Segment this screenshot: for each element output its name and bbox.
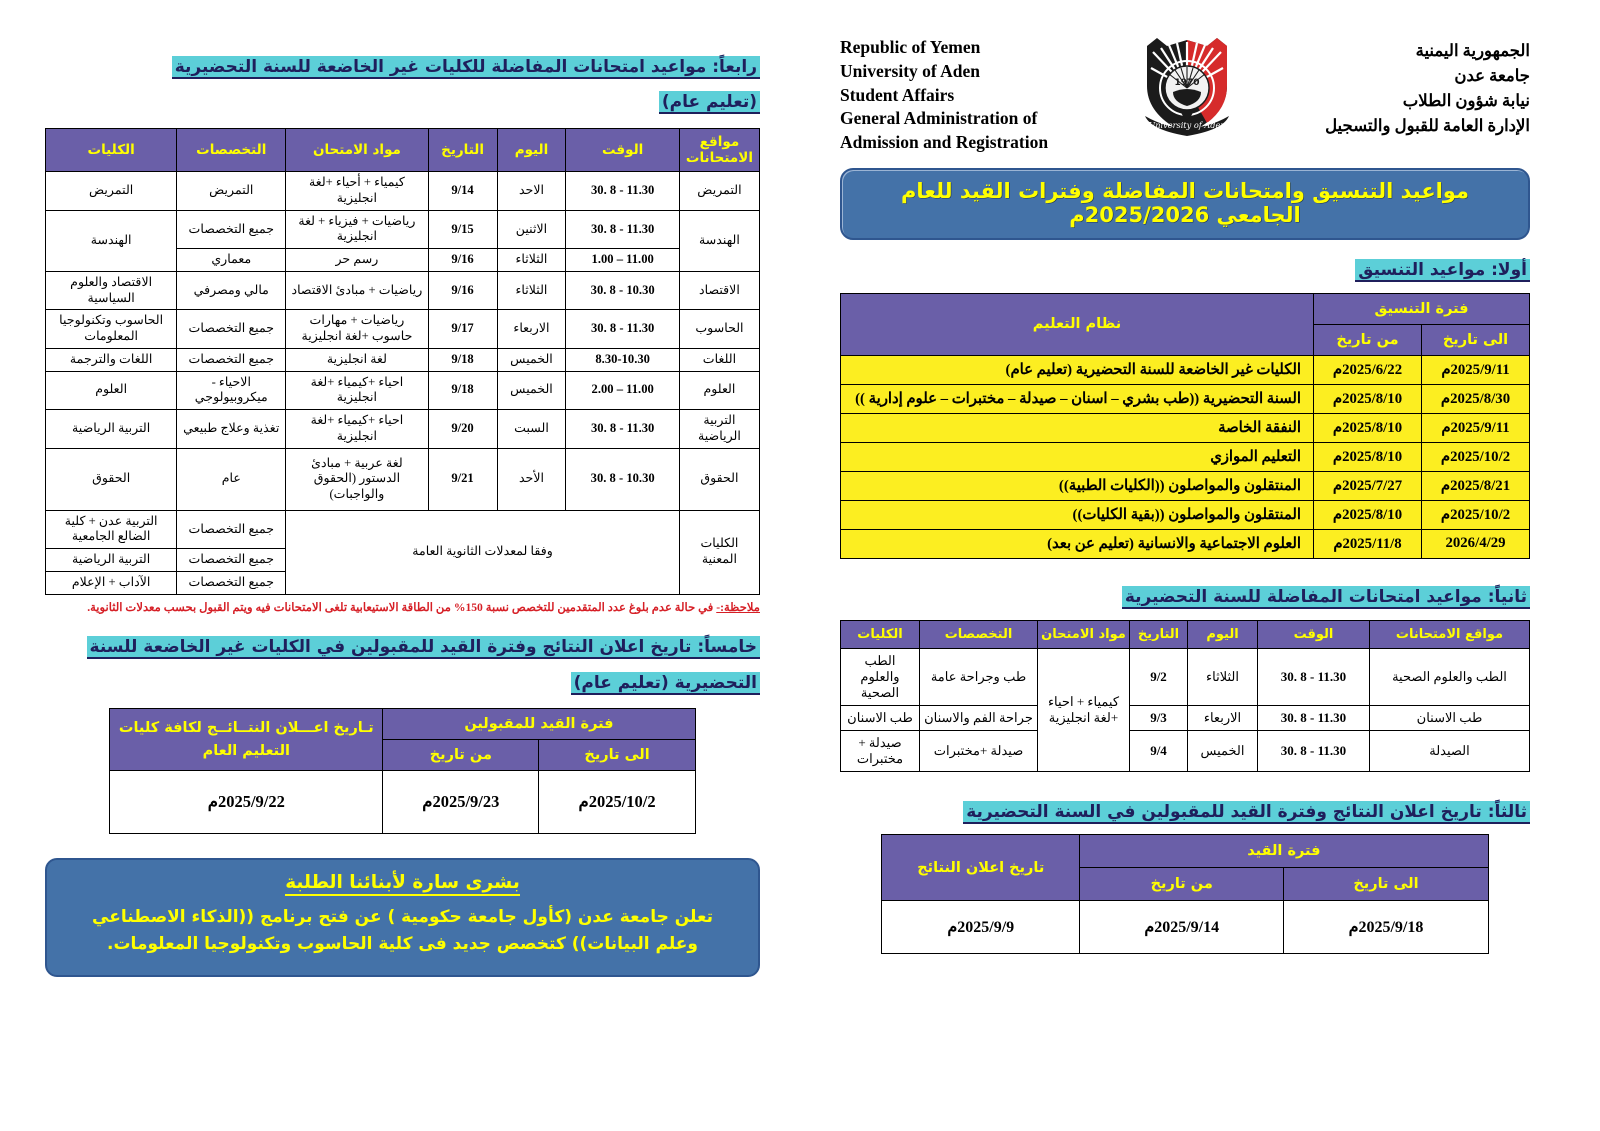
main-cell-college: التربية عدن + كلية الضالع الجامعية: [46, 510, 177, 548]
coord-cell-from: 2025/8/10م: [1314, 413, 1422, 442]
gen-res-header-to: الى تاريخ: [539, 739, 695, 770]
prep-cell-college: طب الاسنان: [841, 705, 920, 730]
coord-header-period: فترة التنسيق: [1314, 293, 1530, 324]
table-row: [841, 384, 1530, 413]
prep-header-day: اليوم: [1188, 620, 1258, 648]
capacity-note-text: في حالة عدم بلوغ عدد المتقدمين للتخصص نسبة 150% من الطاقة الاستيعابية تلغى الامتحانات فيه ويتم القبول بحسب معدلات الثانوية.: [87, 600, 717, 614]
announcement-line-1: تعلن جامعة عدن (كأول جامعة حكومية ) عن فتح برنامج ((الذكاء الاصطناعي: [92, 906, 713, 927]
section-heading-second: [840, 585, 1530, 611]
main-cell-subjects: رياضيات + مبادئ الاقتصاد: [286, 271, 428, 309]
main-cell-college: الاقتصاد والعلوم السياسية: [46, 271, 177, 309]
prep-cell-day: الاربعاء: [1188, 705, 1258, 730]
gen-res-header-results-line1: تـاريخ اعـــلان النتــائــج لكافة كليات: [118, 719, 374, 736]
logo-caption: University of Aden: [1147, 120, 1226, 130]
main-cell-time: 11.00 – 1.00: [566, 249, 679, 272]
table-row: [841, 442, 1530, 471]
main-cell-date: 9/20: [428, 410, 497, 448]
prep-exams-header-row: [841, 620, 1530, 648]
main-cell-day: الخميس: [497, 371, 566, 409]
gen-res-header-from: من تاريخ: [383, 739, 539, 770]
section-heading-third: [840, 800, 1530, 826]
section-heading-fourth-line1: رابعاً: مواعيد امتحانات المفاضلة للكليات غير الخاضعة للسنة التحضيرية: [172, 56, 760, 79]
main-cell-day: الأحد: [497, 448, 566, 510]
prep-cell-time: 11.30 - 8 .30: [1258, 705, 1370, 730]
table-row: [841, 355, 1530, 384]
prep-header-locations: مواقع الامتحانات: [1370, 620, 1530, 648]
table-row: [46, 310, 760, 348]
main-cell-date: 9/14: [428, 172, 497, 210]
coord-cell-system: التعليم الموازي: [841, 442, 1314, 471]
main-header-day: اليوم: [497, 128, 566, 171]
prep-res-header-from: من تاريخ: [1080, 868, 1284, 901]
section-heading-fourth-line2: (تعليم عام): [659, 91, 760, 114]
coord-cell-system: المنتقلون والمواصلون ((الكليات الطبية)): [841, 471, 1314, 500]
main-cell-subjects: احياء +كيمياء +لغة انجليزية: [286, 410, 428, 448]
main-cell-location: الاقتصاد: [679, 271, 759, 309]
table-row: [841, 529, 1530, 558]
prep-cell-day: الثلاثاء: [1188, 648, 1258, 705]
main-cell-major: جميع التخصصات: [177, 348, 286, 371]
main-cell-time: 11.30 - 8 .30: [566, 410, 679, 448]
section-heading-fifth-line1: خامساً: تاريخ اعلان النتائج وفترة القيد للمقبولين في الكليات غير الخاضعة للسنة: [87, 636, 760, 659]
main-cell-major: التمريض: [177, 172, 286, 210]
coordination-table: [840, 293, 1530, 559]
coord-cell-system: السنة التحضيرية ((طب بشري – اسنان – صيدلة – مختبرات – علوم إدارية )): [841, 384, 1314, 413]
prep-results-table: [881, 834, 1488, 954]
main-cell-time: 11.30 - 8 .30: [566, 172, 679, 210]
coord-cell-to: 2025/8/21م: [1422, 471, 1530, 500]
letterhead-arabic: [1325, 22, 1530, 138]
main-cell-time: 11.30 - 8 .30: [566, 210, 679, 248]
main-cell-subjects: لغة عربية + مبادئ الدستور (الحقوق والواجبات): [286, 448, 428, 510]
main-cell-major: جميع التخصصات: [177, 549, 286, 572]
gen-res-cell-from: 2025/9/23م: [383, 770, 539, 833]
prep-res-cell-from: 2025/9/14م: [1080, 901, 1284, 954]
main-cell-location: اللغات: [679, 348, 759, 371]
main-cell-major: معماري: [177, 249, 286, 272]
main-cell-date: 9/18: [428, 371, 497, 409]
student-announcement-box: [45, 858, 760, 977]
main-cell-college: التمريض: [46, 172, 177, 210]
gen-res-header-period: فترة القيد للمقبولين: [383, 708, 695, 739]
prep-cell-location: طب الاسنان: [1370, 705, 1530, 730]
main-cell-major: عام: [177, 448, 286, 510]
main-cell-major: الاحياء - ميكروبيولوجي: [177, 371, 286, 409]
main-cell-date: 9/15: [428, 210, 497, 248]
main-header-colleges: الكليات: [46, 128, 177, 171]
table-row: [841, 500, 1530, 529]
main-cell-time: 8.30-10.30: [566, 348, 679, 371]
coord-cell-system: الكليات غير الخاضعة للسنة التحضيرية (تعليم عام): [841, 355, 1314, 384]
logo-year: 1970: [1174, 78, 1200, 88]
prep-res-header-results-date: تاريخ اعلان النتائج: [882, 835, 1080, 901]
main-cell-location: الحاسوب: [679, 310, 759, 348]
main-cell-day: الاربعاء: [497, 310, 566, 348]
main-cell-college: العلوم: [46, 371, 177, 409]
section-heading-third-text: ثالثاً: تاريخ اعلان النتائج وفترة القيد للمقبولين في السنة التحضيرية: [963, 801, 1530, 824]
main-cell-secondary-averages-note: وفقا لمعدلات الثانوية العامة: [286, 510, 680, 594]
table-row: [841, 471, 1530, 500]
prep-cell-time: 11.30 - 8 .30: [1258, 730, 1370, 771]
announcement-body: [71, 904, 734, 959]
main-cell-day: الخميس: [497, 348, 566, 371]
announcement-line-2: وعلم البيانات)) كتخصص جديد فى كلية الحاسوب وتكنولوجيا المعلومات.: [107, 934, 698, 955]
table-row: [841, 730, 1530, 771]
main-cell-day: الثلاثاء: [497, 249, 566, 272]
main-cell-date: 9/16: [428, 271, 497, 309]
prep-cell-date: 9/4: [1130, 730, 1188, 771]
university-crest-icon: [1133, 28, 1241, 140]
prep-exams-table: [840, 620, 1530, 772]
main-cell-college: الحاسوب وتكنولوجيا المعلومات: [46, 310, 177, 348]
main-cell-day: السبت: [497, 410, 566, 448]
main-header-subjects: مواد الامتحان: [286, 128, 428, 171]
letterhead-ar-line-2: جامعة عدن: [1454, 66, 1530, 86]
main-cell-date: 9/18: [428, 348, 497, 371]
table-row: [46, 348, 760, 371]
prep-header-colleges: الكليات: [841, 620, 920, 648]
main-cell-day: الاثنين: [497, 210, 566, 248]
prep-results-header-row-1: [882, 835, 1488, 868]
main-cell-day: الاحد: [497, 172, 566, 210]
main-cell-location: التربية الرياضية: [679, 410, 759, 448]
main-cell-location: العلوم: [679, 371, 759, 409]
table-row: [46, 410, 760, 448]
coordination-table-header-row-1: [841, 293, 1530, 324]
main-cell-date: 9/21: [428, 448, 497, 510]
section-heading-second-text: ثانياً: مواعيد امتحانات المفاضلة للسنة التحضيرية: [1122, 586, 1530, 609]
main-header-time: الوقت: [566, 128, 679, 171]
main-cell-college: الهندسة: [46, 210, 177, 271]
main-cell-subjects: رسم حر: [286, 249, 428, 272]
section-heading-fourth: [45, 52, 760, 119]
main-cell-date: 9/16: [428, 249, 497, 272]
coord-cell-to: 2025/9/11م: [1422, 413, 1530, 442]
letterhead-ar-line-1: الجمهورية اليمنية: [1415, 41, 1530, 60]
coord-header-from-date: من تاريخ: [1314, 324, 1422, 355]
coord-cell-to: 2025/10/2م: [1422, 500, 1530, 529]
main-cell-college: التربية الرياضية: [46, 410, 177, 448]
capacity-note-label: ملاحظة:-: [716, 600, 760, 614]
table-row: [46, 271, 760, 309]
letterhead-en-line-1: Republic of Yemen: [840, 37, 981, 57]
main-title-text: مواعيد التنسيق وامتحانات المفاضلة وفترات القيد للعام الجامعي 2025/2026م: [900, 179, 1470, 227]
table-row: [841, 648, 1530, 705]
main-cell-major: جميع التخصصات: [177, 571, 286, 594]
section-heading-fifth-line2: التحضيرية (تعليم عام): [571, 672, 760, 695]
coord-cell-from: 2025/8/10م: [1314, 500, 1422, 529]
coord-cell-from: 2025/8/10م: [1314, 442, 1422, 471]
capacity-note: [45, 599, 760, 616]
main-cell-major: مالي ومصرفي: [177, 271, 286, 309]
table-row: [46, 172, 760, 210]
prep-header-majors: التخصصات: [920, 620, 1038, 648]
general-results-table: [109, 708, 695, 834]
section-heading-first: [840, 258, 1530, 284]
letterhead-en-line-2: University of Aden: [840, 60, 980, 81]
prep-header-subjects: مواد الامتحان: [1038, 620, 1130, 648]
prep-res-header-period: فترة القيد: [1080, 835, 1489, 868]
main-cell-day: الثلاثاء: [497, 271, 566, 309]
announcement-title: بشرى سارة لأبنائنا الطلبة: [285, 872, 520, 896]
main-header-date: التاريخ: [428, 128, 497, 171]
prep-cell-major: طب وجراحة عامة: [920, 648, 1038, 705]
main-cell-time: 11.00 – 2.00: [566, 371, 679, 409]
main-cell-major: جميع التخصصات: [177, 510, 286, 548]
letterhead-ar-line-4: الإدارة العامة للقبول والتسجيل: [1325, 116, 1530, 136]
main-header-locations: مواقع الامتحانات: [679, 128, 759, 171]
prep-header-date: التاريخ: [1130, 620, 1188, 648]
main-cell-college: التربية الرياضية: [46, 549, 177, 572]
coord-cell-to: 2025/8/30م: [1422, 384, 1530, 413]
prep-cell-location: الصيدلة: [1370, 730, 1530, 771]
prep-res-cell-to: 2025/9/18م: [1284, 901, 1488, 954]
gen-res-cell-to: 2025/10/2م: [539, 770, 695, 833]
coord-cell-system: النفقة الخاصة: [841, 413, 1314, 442]
table-row: [110, 770, 695, 833]
coord-cell-from: 2025/7/27م: [1314, 471, 1422, 500]
prep-cell-date: 9/3: [1130, 705, 1188, 730]
table-row: [882, 901, 1488, 954]
table-row: [46, 510, 760, 548]
coord-cell-to: 2026/4/29: [1422, 529, 1530, 558]
main-cell-college: اللغات والترجمة: [46, 348, 177, 371]
prep-cell-location: الطب والعلوم الصحية: [1370, 648, 1530, 705]
coord-cell-from: 2025/11/8م: [1314, 529, 1422, 558]
table-row: [46, 371, 760, 409]
main-cell-location: التمريض: [679, 172, 759, 210]
main-cell-time: 11.30 - 8 .30: [566, 310, 679, 348]
main-cell-location: الحقوق: [679, 448, 759, 510]
table-row: [841, 705, 1530, 730]
prep-cell-college: صيدلة + مختبرات: [841, 730, 920, 771]
prep-cell-date: 9/2: [1130, 648, 1188, 705]
university-logo: [1127, 22, 1247, 140]
main-cell-time: 10.30 - 8 .30: [566, 271, 679, 309]
main-cell-time: 10.30 - 8 .30: [566, 448, 679, 510]
letterhead-english: [840, 22, 1048, 155]
prep-cell-major: صيدلة +مختبرات: [920, 730, 1038, 771]
prep-cell-day: الخميس: [1188, 730, 1258, 771]
main-cell-subjects: رياضيات + مهارات حاسوب +لغة انجليزية: [286, 310, 428, 348]
section-heading-fifth: [45, 632, 760, 699]
gen-res-cell-results: 2025/9/22م: [110, 770, 383, 833]
main-title-banner: [840, 168, 1530, 240]
prep-header-time: الوقت: [1258, 620, 1370, 648]
main-exams-table: [45, 128, 760, 595]
coord-header-system: نظام التعليم: [841, 293, 1314, 355]
main-cell-college: الحقوق: [46, 448, 177, 510]
coord-cell-system: العلوم الاجتماعية والانسانية (تعليم عن بعد): [841, 529, 1314, 558]
right-column: [800, 0, 1600, 1131]
table-row: [46, 210, 760, 248]
main-cell-major: جميع التخصصات: [177, 310, 286, 348]
main-cell-concerned-colleges-label: الكليات المعنية: [679, 510, 759, 594]
coord-cell-from: 2025/8/10م: [1314, 384, 1422, 413]
prep-cell-major: جراحة الفم والاسنان: [920, 705, 1038, 730]
main-cell-subjects: لغة انجليزية: [286, 348, 428, 371]
coord-cell-system: المنتقلون والمواصلون ((بقية الكليات)): [841, 500, 1314, 529]
coord-header-to-date: الى تاريخ: [1422, 324, 1530, 355]
table-row: [46, 448, 760, 510]
coord-cell-to: 2025/10/2م: [1422, 442, 1530, 471]
main-cell-major: جميع التخصصات: [177, 210, 286, 248]
main-cell-location: الهندسة: [679, 210, 759, 271]
main-cell-subjects: كيمياء + أحياء +لغة انجليزية: [286, 172, 428, 210]
prep-cell-time: 11.30 - 8 .30: [1258, 648, 1370, 705]
main-cell-subjects: رياضيات + فيزياء + لغة انجليزية: [286, 210, 428, 248]
coord-cell-from: 2025/6/22م: [1314, 355, 1422, 384]
table-row: [841, 413, 1530, 442]
prep-cell-college: الطب والعلوم الصحية: [841, 648, 920, 705]
general-results-header-row-1: [110, 708, 695, 739]
gen-res-header-results-date: [110, 708, 383, 770]
main-cell-subjects: احياء +كيمياء +لغة انجليزية: [286, 371, 428, 409]
main-header-majors: التخصصات: [177, 128, 286, 171]
main-cell-date: 9/17: [428, 310, 497, 348]
prep-res-cell-results: 2025/9/9م: [882, 901, 1080, 954]
letterhead-en-line-4: General Administration of: [840, 108, 1038, 129]
letterhead-ar-line-3: نيابة شؤون الطلاب: [1402, 91, 1530, 111]
main-cell-college: الآداب + الإعلام: [46, 571, 177, 594]
section-heading-first-text: أولا: مواعيد التنسيق: [1355, 259, 1530, 282]
prep-res-header-to: الى تاريخ: [1284, 868, 1488, 901]
main-cell-major: تغذية وعلاج طبيعي: [177, 410, 286, 448]
main-exams-header-row: [46, 128, 760, 171]
coord-cell-to: 2025/9/11م: [1422, 355, 1530, 384]
gen-res-header-results-line2: التعليم العام: [202, 742, 291, 759]
prep-cell-subjects-merged: كيمياء + احياء +لغة انجليزية: [1038, 648, 1130, 771]
letterhead: [840, 22, 1530, 153]
letterhead-en-line-3: Student Affairs: [840, 84, 955, 105]
letterhead-en-line-5: Admission and Registration: [840, 132, 1049, 153]
